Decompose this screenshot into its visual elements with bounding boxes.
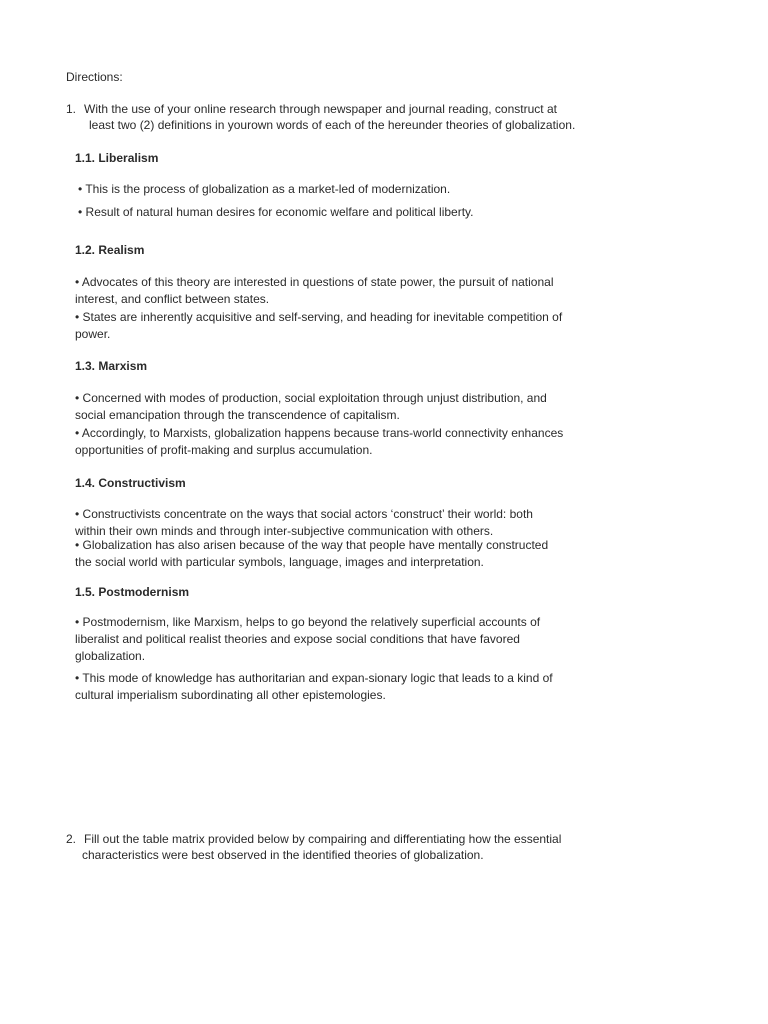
section-heading-realism: 1.2. Realism: [75, 243, 145, 257]
bullet-line: • Globalization has also arisen because of the way that people have mentally constructed: [75, 538, 549, 552]
bullet-line: • Accordingly, to Marxists, globalization happens because trans-world connectivity enhances: [75, 426, 564, 440]
bullet-marxism-2: [75, 425, 563, 459]
bullet-line: • This mode of knowledge has authoritarian and expan-sionary logic that leads to a kind of: [75, 671, 553, 685]
bullet-line: • Result of natural human desires for economic welfare and political liberty.: [78, 205, 474, 219]
bullet-constructivism-1: [75, 506, 533, 540]
question-1-number: 1.: [66, 102, 77, 116]
bullet-liberalism-1: [78, 181, 450, 198]
bullet-line: • This is the process of globalization as a market-led of modernization.: [78, 182, 451, 196]
question-2-line-2: characteristics were best observed in the identified theories of globalization.: [82, 848, 484, 862]
question-1-line-1: With the use of your online research through newspaper and journal reading, construct at: [84, 102, 557, 116]
bullet-postmodernism-2: [75, 670, 553, 704]
bullet-realism-2: [75, 309, 562, 343]
question-1-line-2: least two (2) definitions in yourown words of each of the hereunder theories of globalization.: [89, 118, 576, 132]
bullet-line: social emancipation through the transcendence of capitalism.: [75, 408, 400, 422]
bullet-constructivism-2: [75, 537, 548, 571]
section-heading-marxism: 1.3. Marxism: [75, 359, 148, 373]
bullet-line: the social world with particular symbols, language, images and interpretation.: [75, 555, 484, 569]
bullet-marxism-1: [75, 390, 547, 424]
question-2-number: 2.: [66, 832, 77, 846]
bullet-line: • Postmodernism, like Marxism, helps to go beyond the relatively superficial accounts of: [75, 615, 541, 629]
bullet-realism-1: [75, 274, 554, 308]
bullet-line: opportunities of profit-making and surplus accumulation.: [75, 443, 373, 457]
bullet-liberalism-2: [78, 204, 474, 221]
bullet-line: liberalist and political realist theories and expose social conditions that have favored: [75, 632, 520, 646]
bullet-line: • Constructivists concentrate on the ways that social actors ‘construct’ their world: both: [75, 507, 533, 521]
bullet-line: globalization.: [75, 649, 146, 663]
bullet-line: • Concerned with modes of production, social exploitation through unjust distribution, and: [75, 391, 547, 405]
bullet-postmodernism-1: [75, 614, 540, 665]
directions-label: Directions:: [66, 70, 123, 84]
section-heading-liberalism: 1.1. Liberalism: [75, 151, 159, 165]
bullet-line: interest, and conflict between states.: [75, 292, 270, 306]
section-heading-constructivism: 1.4. Constructivism: [75, 476, 186, 490]
bullet-line: • States are inherently acquisitive and self-serving, and heading for inevitable competition of: [75, 310, 563, 324]
question-2-line-1: Fill out the table matrix provided below by compairing and differentiating how the essential: [84, 832, 562, 846]
bullet-line: power.: [75, 327, 111, 341]
bullet-line: • Advocates of this theory are interested in questions of state power, the pursuit of national: [75, 275, 554, 289]
bullet-line: within their own minds and through inter-subjective communication with others.: [75, 524, 494, 538]
section-heading-postmodernism: 1.5. Postmodernism: [75, 585, 190, 599]
bullet-line: cultural imperialism subordinating all other epistemologies.: [75, 688, 386, 702]
